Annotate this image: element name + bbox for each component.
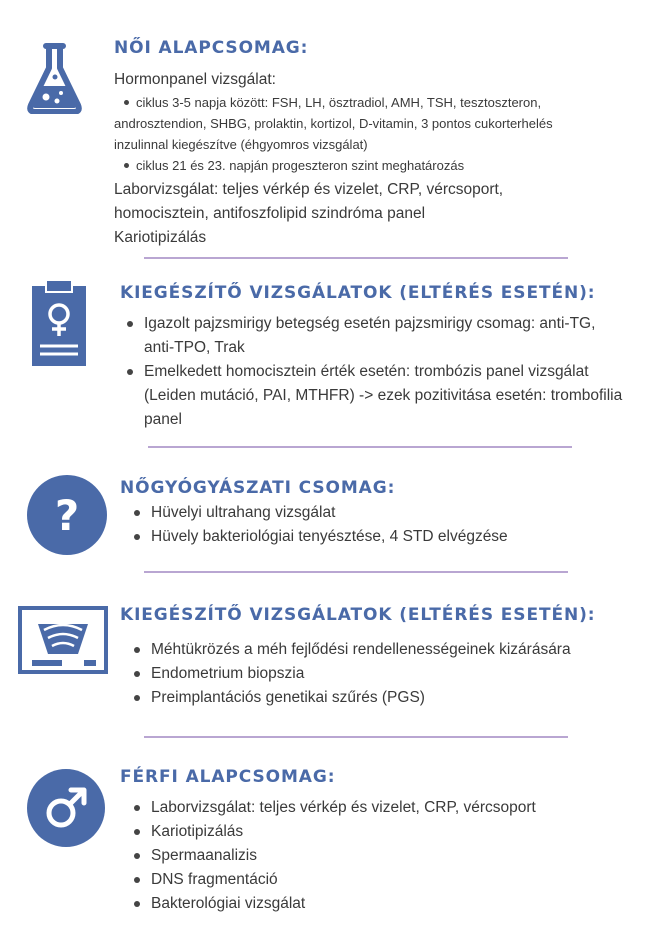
list-item: Kariotipizálás	[131, 820, 631, 844]
kiegeszito-2-list	[131, 638, 651, 710]
list-item: Hüvelyi ultrahang vizsgálat	[131, 501, 631, 525]
svg-text:?: ?	[54, 491, 80, 540]
hormonpanel-label: Hormonpanel vizsgálat:	[114, 71, 276, 88]
section-title-ferfi-alapcsomag: FÉRFI ALAPCSOMAG:	[120, 767, 336, 787]
section-title-kiegeszito-1: KIEGÉSZÍTŐ VIZSGÁLATOK (ELTÉRÉS ESETÉN):	[120, 283, 596, 303]
list-item: Igazolt pajzsmirigy betegség esetén pajzsmirigy csomag: anti-TG, anti-TPO, Trak	[124, 312, 624, 360]
list-item: Emelkedett homocisztein érték esetén: trombózis panel vizsgálat (Leiden mutáció, PAI, MTHFR) -> ezek pozitivitása esetén: trombofilia panel	[124, 360, 624, 432]
hormonpanel-list	[114, 92, 654, 176]
list-item: inzulinnal kiegészítve (éhgyomros vizsgálat)	[114, 137, 368, 152]
list-item: Méhtükrözés a méh fejlődési rendellenességeinek kizárására	[131, 638, 651, 662]
laborvizsgalat-text	[114, 178, 654, 250]
kiegeszito-1-list	[124, 312, 624, 432]
list-item: Bakterológiai vizsgálat	[131, 892, 631, 916]
list-item: androsztendion, SHBG, prolaktin, kortizol, D-vitamin, 3 pontos cukorterhelés	[114, 116, 553, 131]
list-item: ciklus 21 és 23. napján progeszteron szint meghatározás	[114, 155, 654, 176]
list-item: Preimplantációs genetikai szűrés (PGS)	[131, 686, 651, 710]
list-item: Hüvely bakteriológiai tenyésztése, 4 STD elvégzése	[131, 525, 631, 549]
text-line: homocisztein, antifoszfolipid szindróma panel	[114, 205, 426, 222]
text-line: Kariotipizálás	[114, 229, 207, 246]
male-symbol-icon	[26, 768, 106, 848]
section-title-kiegeszito-2: KIEGÉSZÍTŐ VIZSGÁLATOK (ELTÉRÉS ESETÉN):	[120, 605, 596, 625]
ultrasound-icon	[18, 606, 108, 674]
divider	[148, 446, 572, 448]
nogyogyaszati-list	[131, 501, 631, 549]
list-item: ciklus 3-5 napja között: FSH, LH, ösztradiol, AMH, TSH, tesztoszteron,	[114, 92, 654, 113]
list-item: Endometrium biopszia	[131, 662, 651, 686]
ferfi-list	[131, 796, 631, 916]
list-item: Laborvizsgálat: teljes vérkép és vizelet, CRP, vércsoport	[131, 796, 631, 820]
divider	[144, 257, 568, 259]
section-title-nogyogyaszati: NŐGYÓGYÁSZATI CSOMAG:	[120, 478, 396, 498]
flask-icon	[27, 42, 82, 114]
divider	[144, 736, 568, 738]
list-item: Spermaanalizis	[131, 844, 631, 868]
text-line: Laborvizsgálat: teljes vérkép és vizelet, CRP, vércsoport,	[114, 181, 504, 198]
female-clipboard-icon	[30, 278, 88, 368]
list-item: DNS fragmentáció	[131, 868, 631, 892]
section-title-noi-alapcsomag: NŐI ALAPCSOMAG:	[114, 38, 309, 58]
question-icon	[26, 474, 108, 556]
divider	[144, 571, 568, 573]
